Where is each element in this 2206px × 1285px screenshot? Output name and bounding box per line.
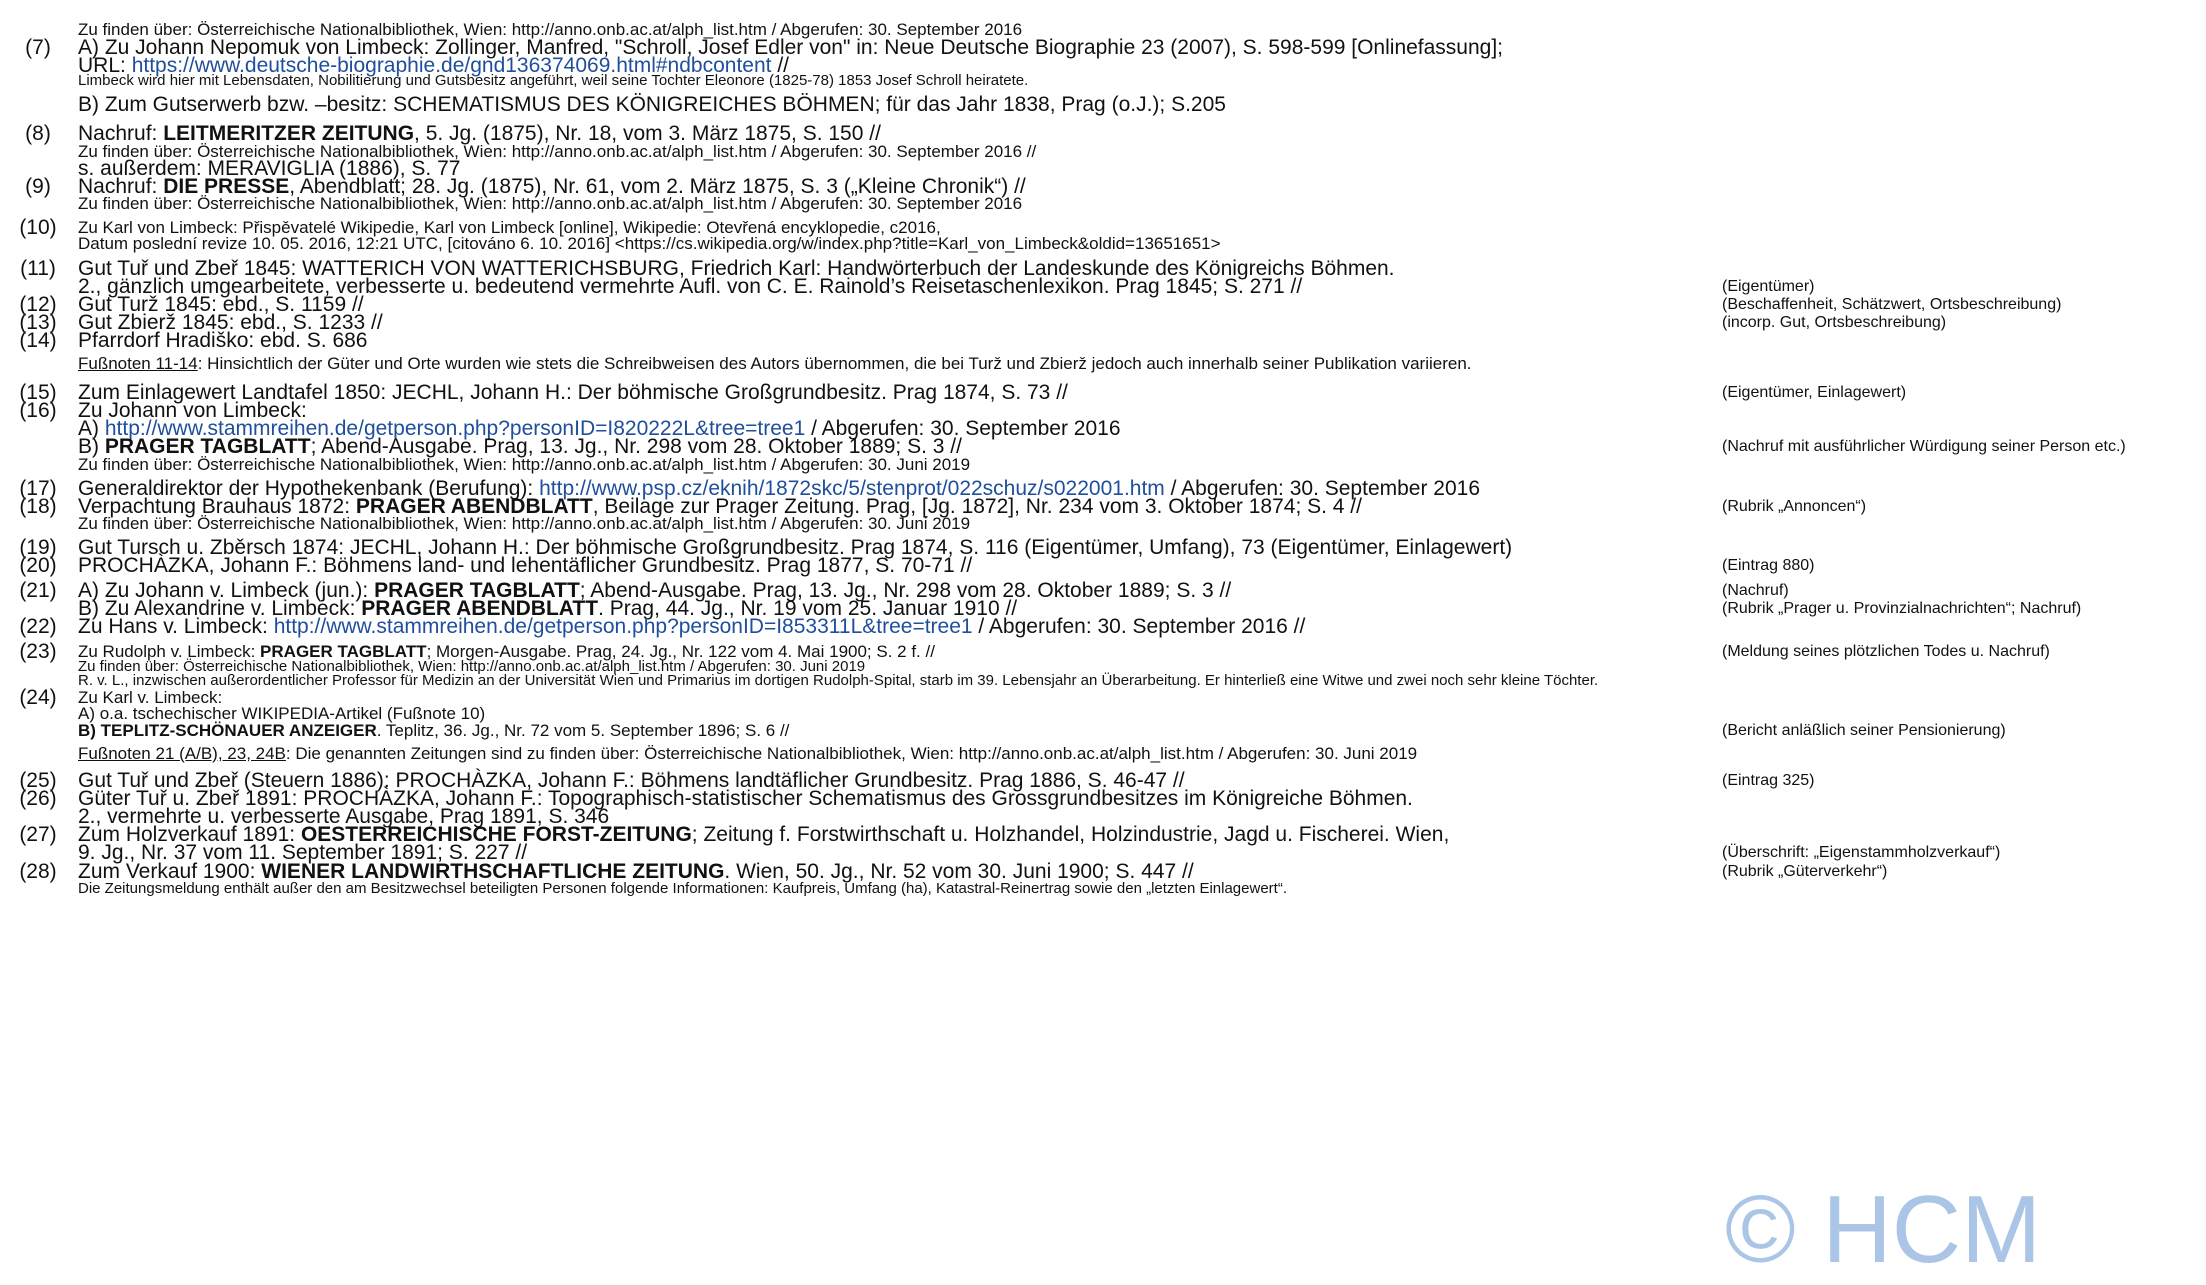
- footnote-text: Güter Tuř u. Zbeř 1891: PROCHÀZKA, Johann F.: Topographisch-statistischer Schematismus des Grossgrundbesitzes im Königreiche Böhmen.: [78, 787, 1413, 810]
- text-fragment: Zu Hans v. Limbeck:: [78, 615, 274, 638]
- footnote-text: Gut Tuř und Zbeř (Steuern 1886): PROCHÀZKA, Johann F.: Böhmens landtäflicher Grundbesitz. Prag 1886, S. 46-47 //: [78, 769, 1185, 792]
- footnote-number: (18): [19, 495, 57, 518]
- footnote-comment: Die Zeitungsmeldung enthält außer den am Besitzwechsel beteiligten Personen folgende Informationen: Kaufpreis, Umfang (ha), Katastral-Reinertrag sowie den „letzten Einlagewert“.: [78, 880, 1287, 897]
- access-note: Zu finden über: Österreichische Nationalbibliothek, Wien: http://anno.onb.ac.at/alph_list.htm / Abgerufen: 30. Juni 2019: [78, 658, 866, 675]
- footnote-text: [78, 721, 789, 741]
- text-fragment: . Prag, 44. Jg., Nr. 19 vom 25. Januar 1910 //: [598, 597, 1018, 620]
- newspaper-title: PRAGER ABENDBLATT: [361, 597, 599, 620]
- footnote-number: (14): [19, 329, 57, 352]
- text-fragment: Zum Holzverkauf 1891:: [78, 823, 301, 846]
- newspaper-title: B) TEPLITZ-SCHÖNAUER ANZEIGER: [78, 721, 377, 740]
- footnote-text: Datum poslední revize 10. 05. 2016, 12:21 UTC, [citováno 6. 10. 2016] <https://cs.wikipedia.org/w/index.php?title=Karl_von_Limbeck&oldid=13651651>: [78, 234, 1221, 253]
- url-link[interactable]: http://www.stammreihen.de/getperson.php?personID=I820222L&tree=tree1: [104, 417, 806, 440]
- text-fragment: : Die genannten Zeitungen sind zu finden über: Österreichische Nationalbibliothek, Wien: http://anno.onb.ac.at/alph_list.htm / Abgerufen: 30. Juni 2019: [285, 744, 1418, 763]
- side-note: (Beschaffenheit, Schätzwert, Ortsbeschreibung): [1722, 296, 2062, 313]
- url-link[interactable]: http://www.psp.cz/eknih/1872skc/5/stenprot/022schuz/s022001.htm: [539, 477, 1165, 500]
- text-fragment: , 5. Jg. (1875), Nr. 18, vom 3. März 1875, S. 150 //: [414, 122, 881, 145]
- side-note: (Rubrik „Prager u. Provinzialnachrichten“; Nachruf): [1722, 600, 2082, 617]
- footnote-number: (23): [19, 640, 57, 663]
- footnote-text: Gut Tursch u. Zběrsch 1874: JECHL, Johann H.: Der böhmische Großgrundbesitz. Prag 1874, S. 116 (Eigentümer, Umfang), 73 (Eigentümer, Einlagewert): [78, 536, 1513, 559]
- text-fragment: Nachruf:: [78, 175, 164, 198]
- access-note: Zu finden über: Österreichische Nationalbibliothek, Wien: http://anno.onb.ac.at/alph_list.htm / Abgerufen: 30. September 2016: [78, 20, 1023, 39]
- text-fragment: , Beilage zur Prager Zeitung. Prag, [Jg. 1872], Nr. 234 vom 3. Oktober 1874; S. 4 //: [592, 495, 1362, 518]
- text-fragment: Verpachtung Brauhaus 1872:: [78, 495, 356, 518]
- side-note: (Eintrag 880): [1722, 557, 1815, 574]
- url-link[interactable]: https://www.deutsche-biographie.de/gnd136374069.html#ndbcontent: [131, 54, 772, 77]
- text-fragment: Zum Verkauf 1900:: [78, 860, 262, 883]
- text-fragment: / Abgerufen: 30. September 2016: [805, 417, 1121, 440]
- side-note: (Eintrag 325): [1722, 772, 1815, 789]
- text-fragment: ; Morgen-Ausgabe. Prag, 24. Jg., Nr. 122 vom 4. Mai 1900; S. 2 f. //: [426, 642, 935, 661]
- text-fragment: Nachruf:: [78, 122, 164, 145]
- group-footnote: [78, 744, 1417, 764]
- footnote-text: Zu Karl v. Limbeck:: [78, 688, 223, 707]
- footnote-number: (8): [25, 122, 51, 145]
- side-note: (Nachruf mit ausführlicher Würdigung seiner Person etc.): [1722, 438, 2126, 455]
- side-note: (Eigentümer, Einlagewert): [1722, 384, 1907, 401]
- footnote-number: (13): [19, 311, 57, 334]
- text-fragment: A): [78, 417, 105, 440]
- access-note: Zu finden über: Österreichische Nationalbibliothek, Wien: http://anno.onb.ac.at/alph_list.htm / Abgerufen: 30. Juni 2019: [78, 514, 971, 533]
- footnote-text: Gut Turž 1845: ebd., S. 1159 //: [78, 293, 364, 316]
- footnote-number: (10): [19, 216, 57, 239]
- footnote-number: (11): [20, 257, 56, 280]
- footnote-text: Zu Johann von Limbeck:: [78, 399, 307, 422]
- text-fragment: , Abendblatt; 28. Jg. (1875), Nr. 61, vom 2. März 1875, S. 3 („Kleine Chronik“) //: [289, 175, 1026, 198]
- footnote-number: (20): [19, 554, 57, 577]
- footnote-number: (12): [19, 293, 57, 316]
- newspaper-title: PRAGER TAGBLATT: [260, 642, 427, 661]
- footnote-number: (27): [19, 823, 57, 846]
- side-note: (Meldung seines plötzlichen Todes u. Nachruf): [1722, 643, 2050, 660]
- side-note: (Nachruf): [1722, 582, 1789, 599]
- footnote-text: s. außerdem: MERAVIGLIA (1886), S. 77: [78, 157, 461, 180]
- footnote-text: Zum Einlagewert Landtafel 1850: JECHL, Johann H.: Der böhmische Großgrundbesitz. Prag 1874, S. 73 //: [78, 381, 1068, 404]
- footnote-number: (17): [19, 477, 57, 500]
- text-fragment: Generaldirektor der Hypothekenbank (Berufung):: [78, 477, 540, 500]
- text-fragment: . Wien, 50. Jg., Nr. 52 vom 30. Juni 1900; S. 447 //: [724, 860, 1194, 883]
- footnote-number: (26): [19, 787, 57, 810]
- access-note: Zu finden über: Österreichische Nationalbibliothek, Wien: http://anno.onb.ac.at/alph_list.htm / Abgerufen: 30. Juni 2019: [78, 455, 971, 474]
- newspaper-title: PRAGER ABENDBLATT: [355, 495, 593, 518]
- footnote-text: Gut Zbierž 1845: ebd., S. 1233 //: [78, 311, 383, 334]
- text-fragment: . Teplitz, 36. Jg., Nr. 72 vom 5. September 1896; S. 6 //: [376, 721, 790, 740]
- footnote-number: (25): [19, 769, 57, 792]
- text-fragment: A) Zu Johann v. Limbeck (jun.):: [78, 579, 375, 602]
- footnote-text: Gut Tuř und Zbeř 1845: WATTERICH VON WATTERICHSBURG, Friedrich Karl: Handwörterbuch der Landeskunde des Königreichs Böhmen.: [78, 257, 1395, 280]
- group-footnote-label: Fußnoten 21 (A/B), 23, 24B: [78, 744, 286, 763]
- newspaper-title: DIE PRESSE: [163, 175, 290, 198]
- footnote-number: (21): [19, 579, 57, 602]
- newspaper-title: PRAGER TAGBLATT: [374, 579, 580, 602]
- newspaper-title: WIENER LANDWIRTHSCHAFTLICHE ZEITUNG: [261, 860, 725, 883]
- footnote-text: 2., vermehrte u. verbesserte Ausgabe, Prag 1891, S. 346: [78, 805, 610, 828]
- footnote-number: (22): [19, 615, 57, 638]
- access-note: Zu finden über: Österreichische Nationalbibliothek, Wien: http://anno.onb.ac.at/alph_list.htm / Abgerufen: 30. September 2016 //: [78, 142, 1037, 161]
- side-note: (Rubrik „Güterverkehr“): [1722, 863, 1888, 880]
- text-fragment: B): [78, 435, 105, 458]
- side-note: (Eigentümer): [1722, 278, 1815, 295]
- footnote-text: A) Zu Johann Nepomuk von Limbeck: Zollinger, Manfred, "Schroll, Josef Edler von" in: Neue Deutsche Biographie 23 (2007), S. 598-599 [Onlinefassung];: [78, 36, 1504, 59]
- footnote-number: (7): [25, 36, 51, 59]
- footnote-number: (19): [19, 536, 57, 559]
- footnote-number: (15): [19, 381, 57, 404]
- footnote-text: PROCHÀZKA, Johann F.: Böhmens land- und lehentäflicher Grundbesitz. Prag 1877, S. 70-71 //: [78, 554, 973, 577]
- text-fragment: ; Abend-Ausgabe. Prag, 13. Jg., Nr. 298 vom 28. Oktober 1889; S. 3 //: [310, 435, 962, 458]
- footnote-text: Zu Karl von Limbeck: Přispěvatelé Wikipedie, Karl von Limbeck [online], Wikipedie: Otevřená encyklopedie, c2016,: [78, 218, 941, 237]
- side-note: (Bericht anläßlich seiner Pensionierung): [1722, 722, 2006, 739]
- footnote-text: Pfarrdorf Hradiško: ebd. S. 686: [78, 329, 368, 352]
- footnote-number: (28): [19, 860, 57, 883]
- group-footnote: [78, 354, 1472, 374]
- side-note: (incorp. Gut, Ortsbeschreibung): [1722, 314, 1947, 331]
- text-fragment: : Hinsichtlich der Güter und Orte wurden wie stets die Schreibweisen des Autors übernommen, die bei Turž und Zbierž jedoch auch innerhalb seiner Publikation variieren.: [197, 354, 1472, 373]
- text-fragment: / Abgerufen: 30. September 2016 //: [972, 615, 1306, 638]
- text-fragment: ; Zeitung f. Forstwirthschaft u. Holzhandel, Holzindustrie, Jagd u. Fischerei. Wien,: [691, 823, 1450, 846]
- newspaper-title: LEITMERITZER ZEITUNG: [163, 122, 415, 145]
- side-note: (Überschrift: „Eigenstammholzverkauf“): [1722, 844, 2001, 861]
- text-fragment: //: [771, 54, 789, 77]
- access-note: Zu finden über: Österreichische Nationalbibliothek, Wien: http://anno.onb.ac.at/alph_list.htm / Abgerufen: 30. September 2016: [78, 194, 1023, 213]
- group-footnote-label: Fußnoten 11-14: [78, 354, 198, 373]
- footnote-text: B) Zum Gutserwerb bzw. –besitz: SCHEMATISMUS DES KÖNIGREICHES BÖHMEN; für das Jahr 1838, Prag (o.J.); S.205: [78, 93, 1226, 116]
- newspaper-title: OESTERREICHISCHE FORST-ZEITUNG: [300, 823, 692, 846]
- url-link[interactable]: http://www.stammreihen.de/getperson.php?personID=I853311L&tree=tree1: [273, 615, 973, 638]
- footnote-number: (16): [19, 399, 57, 422]
- footnote-text: 9. Jg., Nr. 37 vom 11. September 1891; S. 227 //: [78, 841, 528, 864]
- footnote-text: [78, 615, 1305, 639]
- text-fragment: / Abgerufen: 30. September 2016: [1164, 477, 1481, 500]
- footnote-text: A) o.a. tschechischer WIKIPEDIA-Artikel (Fußnote 10): [78, 704, 486, 723]
- copyright-watermark: © HCM: [1725, 1176, 2042, 1283]
- footnote-comment: R. v. L., inzwischen außerordentlicher Professor für Medizin an der Universität Wien und Primarius im dortigen Rudolph-Spital, starb im 39. Lebensjahr an Überarbeitung. Er hinterließ eine Witwe und zwei noch sehr kleine Töchter.: [78, 672, 1599, 689]
- newspaper-title: PRAGER TAGBLATT: [104, 435, 311, 458]
- text-fragment: Zu Rudolph v. Limbeck:: [78, 642, 261, 661]
- footnote-number: (9): [25, 175, 51, 198]
- text-fragment: ; Abend-Ausgabe. Prag, 13. Jg., Nr. 298 vom 28. Oktober 1889; S. 3 //: [579, 579, 1232, 602]
- text-fragment: URL:: [78, 54, 132, 77]
- footnote-comment: Limbeck wird hier mit Lebensdaten, Nobilitierung und Gutsbesitz angeführt, weil seine Tochter Eleonore (1825-78) 1853 Josef Schroll heiratete.: [78, 72, 1029, 89]
- footnote-text: 2., gänzlich umgearbeitete, verbesserte u. bedeutend vermehrte Aufl. von C. E. Rainold’s Reisetaschenlexikon. Prag 1845; S. 271 //: [78, 275, 1303, 298]
- side-note: (Rubrik „Annoncen“): [1722, 498, 1867, 515]
- text-fragment: B) Zu Alexandrine v. Limbeck:: [78, 597, 362, 620]
- footnote-number: (24): [19, 686, 57, 709]
